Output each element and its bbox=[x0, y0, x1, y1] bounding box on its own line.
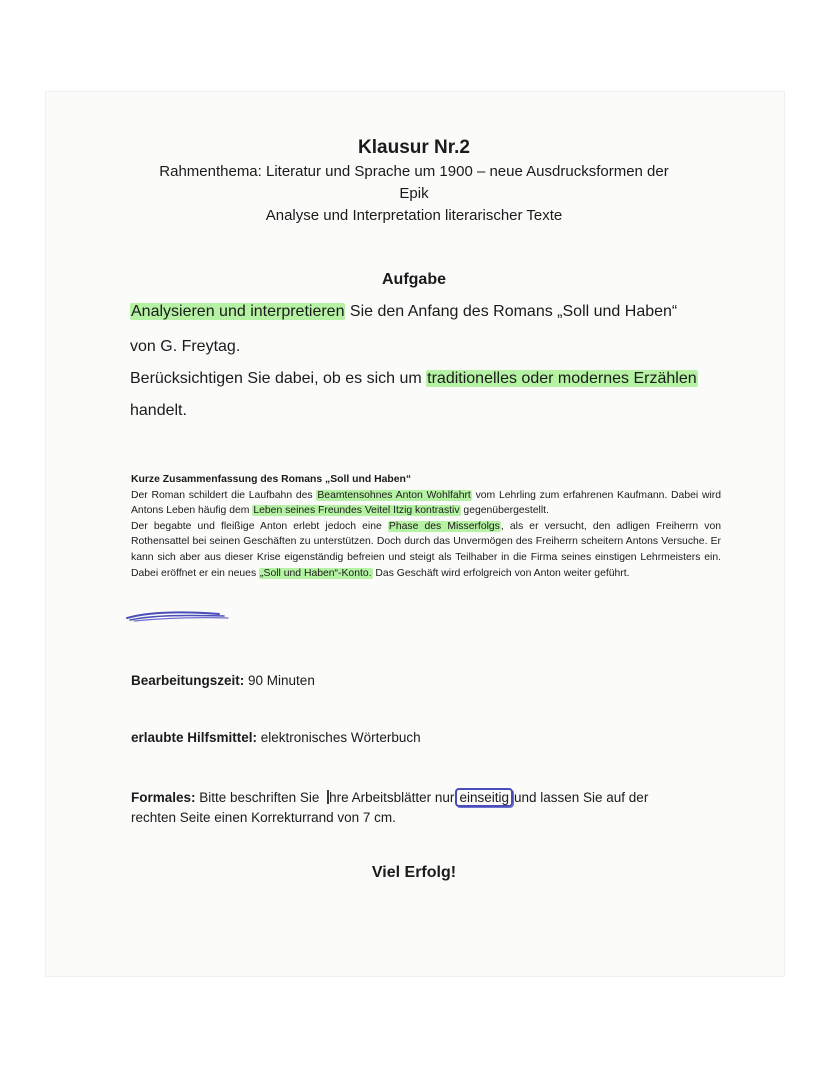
highlight-marker: „Soll und Haben“-Konto. bbox=[260, 567, 372, 579]
summary-heading: Kurze Zusammenfassung des Romans „Soll und Haben“ bbox=[131, 474, 412, 485]
subtitle-line-2: Epik bbox=[399, 185, 429, 202]
pen-circled-word: einseitig bbox=[455, 788, 513, 807]
task-line-1 bbox=[130, 303, 720, 321]
pen-underline-scribble bbox=[124, 607, 234, 625]
formalities bbox=[131, 788, 661, 828]
task-line-3 bbox=[130, 370, 720, 388]
summary-paragraph-1 bbox=[131, 488, 721, 519]
permitted-aids-label: erlaubte Hilfsmittel: bbox=[131, 730, 258, 745]
working-time-label: Bearbeitungszeit: bbox=[131, 673, 245, 688]
subtitle-line-3: Analyse und Interpretation literarischer Texte bbox=[265, 207, 563, 224]
task-text: Sie den Anfang des Romans „Soll und Haben“ bbox=[345, 303, 678, 320]
task-heading: Aufgabe bbox=[382, 271, 446, 288]
task-text: Berücksichtigen Sie dabei, ob es sich um bbox=[130, 370, 427, 387]
summary-text: Der begabte und fleißige Anton erlebt jedoch eine bbox=[131, 520, 388, 532]
task-line-4: handelt. bbox=[130, 402, 187, 419]
formalities-text: Bitte beschriften Sie bbox=[195, 790, 324, 805]
working-time bbox=[131, 673, 315, 688]
formalities-text: hre Arbeitsblätter nur bbox=[329, 790, 455, 805]
summary-text: Der Roman schildert die Laufbahn des bbox=[131, 489, 317, 501]
novel-summary bbox=[131, 472, 721, 581]
summary-text: vom Lehrling zum erfahrenen Kaufmann. Dabei wird Antons Leben häufig dem bbox=[131, 489, 721, 517]
highlight-marker: Leben seines Freundes Veitel Itzig kontrastiv bbox=[253, 505, 460, 517]
permitted-aids bbox=[131, 730, 421, 745]
summary-paragraph-2 bbox=[131, 519, 721, 581]
summary-text: gegenübergestellt. bbox=[460, 505, 549, 517]
formalities-label: Formales: bbox=[131, 790, 196, 805]
summary-text: , als er versucht, den adligen Freiherrn von Rothensattel bei seinen Geschäften zu unterstützen. Doch durch das Unvermögen des Freiherrn scheitern Antons Versuche. Er kann sich aber aus dieser Krise eigenständig befreien und steigt als Teilhaber in die Firma seines einstigen Lehrmeisters ein. Dabei eröffnet er ein neues bbox=[131, 520, 722, 579]
highlight-marker: Analysieren und interpretieren bbox=[131, 303, 345, 320]
exam-title: Klausur Nr.2 bbox=[358, 137, 470, 158]
working-time-value: 90 Minuten bbox=[244, 673, 315, 688]
closing-wish: Viel Erfolg! bbox=[371, 864, 457, 881]
highlight-marker: Phase des Misserfolgs bbox=[388, 520, 500, 532]
subtitle-line-1: Rahmenthema: Literatur und Sprache um 1900 – neue Ausdrucksformen der bbox=[159, 163, 669, 180]
highlight-marker: Beamtensohnes Anton Wohlfahrt bbox=[317, 489, 471, 501]
permitted-aids-value: elektronisches Wörterbuch bbox=[257, 730, 421, 745]
highlight-marker: traditionelles oder modernes Erzählen bbox=[427, 370, 697, 387]
formalities-text: und lassen Sie auf der rechten Seite einen Korrekturrand von 7 cm. bbox=[131, 790, 649, 825]
task-line-2: von G. Freytag. bbox=[130, 338, 241, 355]
summary-text: Das Geschäft wird erfolgreich von Anton weiter geführt. bbox=[372, 567, 630, 579]
